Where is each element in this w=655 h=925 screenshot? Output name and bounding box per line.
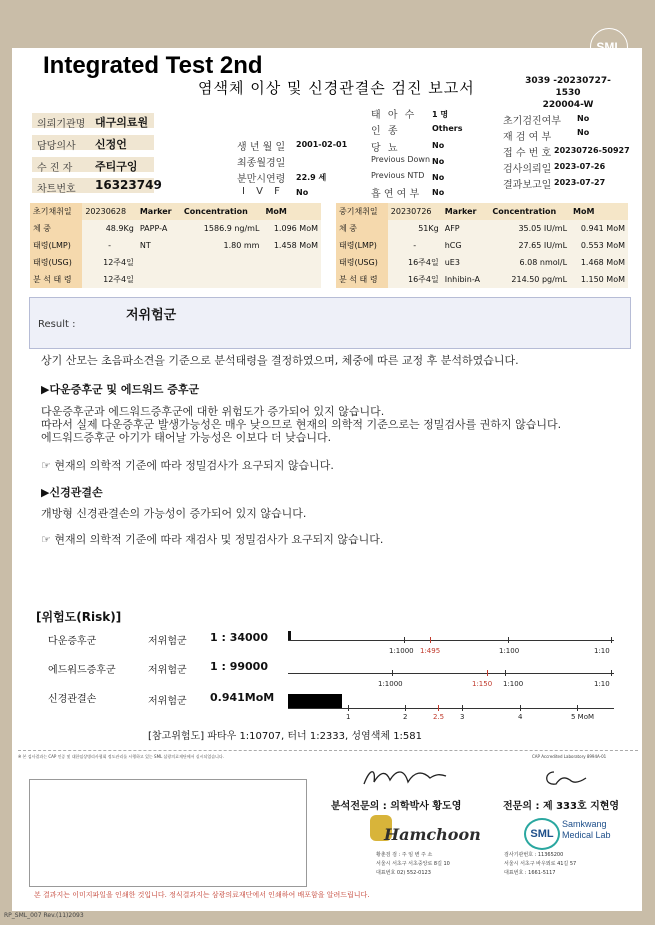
result-box	[29, 297, 631, 349]
row-mom: 0.941 MoM	[570, 220, 628, 237]
row-mom	[262, 254, 321, 271]
edwards-risk-name: 에드워드증후군	[48, 665, 116, 676]
reqdate-label: 검사의뢰일	[503, 164, 552, 175]
row-label: 태령(LMP)	[30, 237, 82, 254]
first-value: No	[577, 114, 590, 123]
down-tick-label: 1:1000	[389, 647, 414, 655]
edwards-tick	[392, 670, 393, 676]
row-marker: PAPP-A	[137, 220, 181, 237]
down-tick	[611, 637, 612, 643]
row-conc: 35.05 IU/mL	[489, 220, 570, 237]
ntd-tick-label: 5 MoM	[571, 713, 595, 721]
risk-heading: [위험도(Risk)]	[36, 610, 122, 624]
print-notice: 본 결과지는 이미지파일을 인쇄한 것입니다. 정식결과지는 삼광의료재단에서 인쇄하여 배포함을 알려드립니다.	[34, 891, 370, 899]
prevdown-value: No	[432, 157, 445, 166]
row-mom: 1.468 MoM	[570, 254, 628, 271]
ntd-tick	[462, 705, 463, 711]
ntd-mom-bar	[288, 694, 342, 708]
race-value: Others	[432, 124, 463, 133]
edwards-scale-axis	[288, 673, 614, 674]
edwards-tick-label: 1:10	[594, 680, 610, 688]
row-marker: uE3	[442, 254, 490, 271]
down-note: ☞ 현재의 의학적 기준에 따라 정밀검사가 요구되지 않습니다.	[41, 459, 334, 472]
ntd-risk-value: 0.941MoM	[210, 691, 275, 704]
down-risk-level: 저위험군	[148, 636, 187, 647]
row-value: -	[388, 237, 442, 254]
row-conc	[181, 254, 263, 271]
table-row	[336, 220, 628, 237]
doctor-value: 신정언	[95, 138, 127, 151]
edwards-tick-cutoff	[487, 670, 488, 676]
reqdate-value: 2023-07-26	[554, 162, 606, 171]
ntd-tick	[577, 705, 578, 711]
table-row	[336, 271, 628, 288]
ivf-value: No	[296, 188, 309, 197]
specialist-signature-icon	[540, 766, 590, 790]
receipt-value: 20230726-50927	[554, 146, 630, 155]
row-mom: 1.096 MoM	[262, 220, 321, 237]
first-label: 초기검진여부	[503, 116, 561, 127]
row-mom: 1.150 MoM	[570, 271, 628, 288]
first-marker-header: Marker	[137, 203, 181, 220]
reportdate-value: 2023-07-27	[554, 178, 606, 187]
row-mom: 1.458 MoM	[262, 237, 321, 254]
prevntd-label: Previous NTD	[371, 171, 425, 180]
row-label: 분 석 태 령	[336, 271, 388, 288]
age-value: 22.9 세	[296, 173, 327, 182]
row-label: 분 석 태 령	[30, 271, 82, 288]
result-label: Result :	[38, 319, 76, 330]
row-value: 12주4일	[82, 254, 137, 271]
row-marker: AFP	[442, 220, 490, 237]
footer-divider	[18, 750, 638, 752]
row-value: 48.9Kg	[82, 220, 137, 237]
patient-value: 주티구잉	[95, 160, 138, 173]
second-conc-header: Concentration	[489, 203, 570, 220]
retest-label: 재 검 여 부	[503, 132, 552, 143]
result-value: 저위험군	[126, 308, 177, 323]
fetus-value: 1 명	[432, 110, 449, 119]
smoke-value: No	[432, 188, 445, 197]
first-trimester-table	[30, 203, 321, 288]
table-row	[30, 254, 321, 271]
chart-value: 16323749	[95, 178, 162, 192]
edwards-tick	[611, 670, 612, 676]
second-marker-header: Marker	[442, 203, 490, 220]
down-tick-cutoff	[430, 637, 431, 643]
ntd-tick-cutoff	[438, 705, 439, 711]
first-date: 20230628	[82, 203, 137, 220]
row-marker: Inhibin-A	[442, 271, 490, 288]
dob-value: 2001-02-01	[296, 140, 348, 149]
reference-risk: [참고위험도] 파타우 1:10707, 터너 1:2333, 성염색체 1:581	[148, 731, 423, 742]
down-risk-value: 1 : 34000	[210, 631, 268, 644]
ntd-tick	[405, 705, 406, 711]
row-label: 태령(LMP)	[336, 237, 388, 254]
row-marker	[137, 271, 181, 288]
fetus-label: 태 아 수	[371, 110, 417, 121]
row-conc: 214.50 pg/mL	[489, 271, 570, 288]
edwards-risk-value: 1 : 99000	[210, 660, 268, 673]
age-label: 분만시연령	[237, 174, 286, 185]
down-scale-axis	[288, 640, 614, 641]
edwards-tick-label: 1:1000	[378, 680, 403, 688]
row-mom	[262, 271, 321, 288]
first-mom-header: MoM	[262, 203, 321, 220]
down-tick-label: 1:100	[499, 647, 520, 655]
ivf-label: I V F	[242, 186, 284, 197]
receipt-label: 접 수 번 호	[503, 148, 552, 159]
specialist-label: 전문의 : 제 333호 지현영	[503, 801, 620, 812]
report-title: Integrated Test 2nd	[43, 52, 263, 79]
edwards-tick-label: 1:100	[503, 680, 524, 688]
row-marker	[137, 254, 181, 271]
ntd-tick-label: 4	[518, 713, 523, 721]
row-marker: NT	[137, 237, 181, 254]
ntd-note: ☞ 현재의 의학적 기준에 따라 재검사 및 정밀검사가 요구되지 않습니다.	[41, 533, 384, 546]
row-value: 16주4일	[388, 254, 442, 271]
row-conc	[181, 271, 263, 288]
edwards-tick-label-cutoff: 1:150	[472, 680, 493, 688]
row-value: 12주4일	[82, 271, 137, 288]
registration-number: 3039 -20230727-1530 220004-W	[525, 76, 611, 110]
table-row	[30, 271, 321, 288]
ntd-line-1: 개방형 신경관결손의 가능성이 증가되어 있지 않습니다.	[41, 507, 307, 520]
down-section-heading: ▶다운증후군 및 에드워드 증후군	[41, 383, 200, 396]
comment-box	[29, 779, 307, 887]
analyst-label: 분석전문의 : 의학박사 황도영	[331, 801, 462, 812]
row-value: -	[82, 237, 137, 254]
row-marker: hCG	[442, 237, 490, 254]
first-conc-header: Concentration	[181, 203, 263, 220]
ntd-tick-label-cutoff: 2.5	[433, 713, 445, 721]
ntd-tick-label: 2	[403, 713, 408, 721]
second-trimester-table	[336, 203, 628, 288]
row-value: 16주4일	[388, 271, 442, 288]
down-line-1: 다운증후군과 에드워드증후군에 대한 위험도가 증가되어 있지 않습니다.	[41, 405, 385, 418]
prevdown-label: Previous Down	[371, 155, 431, 164]
down-tick	[508, 637, 509, 643]
reportdate-label: 결과보고일	[503, 180, 552, 191]
second-date: 20230726	[388, 203, 442, 220]
down-tick-label: 1:10	[594, 647, 610, 655]
ntd-tick	[520, 705, 521, 711]
ntd-tick	[348, 705, 349, 711]
form-code: RP_SML_007 Rev.(11)2093	[4, 912, 84, 919]
analyst-signature-icon	[360, 764, 450, 792]
ntd-scale-axis	[288, 708, 614, 709]
row-label: 태령(USG)	[336, 254, 388, 271]
ntd-risk-name: 신경관결손	[48, 694, 97, 705]
second-trimester-header-row	[336, 203, 628, 220]
table-row	[30, 237, 321, 254]
row-value: 51Kg	[388, 220, 442, 237]
down-tick-label-cutoff: 1:495	[420, 647, 441, 655]
down-line-2: 따라서 실제 다운증후군 발생가능성은 매우 낮으므로 현재의 의학적 기준으로는 정밀검사를 권하지 않습니다.	[41, 418, 562, 431]
table-row	[336, 237, 628, 254]
first-date-label: 초기채취일	[30, 203, 82, 220]
doctor-label: 담당의사	[37, 141, 76, 152]
chart-label: 차트번호	[37, 184, 76, 195]
row-label: 체 중	[30, 220, 82, 237]
smoke-label: 흡 연 여 부	[371, 189, 420, 200]
institution-label: 의뢰기관명	[37, 119, 86, 130]
dob-label: 생 년 월 일	[237, 142, 286, 153]
row-conc: 6.08 nmol/L	[489, 254, 570, 271]
dm-label: 당 뇨	[371, 143, 400, 154]
row-conc: 1586.9 ng/mL	[181, 220, 263, 237]
ntd-section-heading: ▶신경관결손	[41, 486, 103, 499]
race-label: 인 종	[371, 126, 400, 137]
report-korean-title: 염색체 이상 및 신경관결손 검진 보고서	[198, 79, 475, 97]
prevntd-value: No	[432, 173, 445, 182]
sml-lab-logo-icon: SML	[524, 818, 560, 850]
row-label: 체 중	[336, 220, 388, 237]
down-tick	[404, 637, 405, 643]
down-line-3: 에드워드증후군 아기가 태어날 가능성은 이보다 더 낮습니다.	[41, 431, 332, 444]
ntd-tick-label: 3	[460, 713, 465, 721]
row-conc: 1.80 mm	[181, 237, 263, 254]
hamchoon-info: 황춘검 검 : 주 임 변 주 소 서울시 서초구 서초중앙로 8길 10 대표번호 02) 552-0123	[376, 852, 450, 876]
patient-label: 수 진 자	[37, 163, 73, 174]
first-trimester-header-row	[30, 203, 321, 220]
table-row	[30, 220, 321, 237]
retest-value: No	[577, 128, 590, 137]
cap-note: ※ 본 검사결과는 CAP 인증 및 대한임상병리사협회 정도관리를 시행하고 있는 SML 삼광의료재단에서 실시되었습니다.	[18, 754, 225, 759]
row-label: 태령(USG)	[30, 254, 82, 271]
dm-value: No	[432, 141, 445, 150]
edwards-tick	[505, 670, 506, 676]
table-row	[336, 254, 628, 271]
hamchoon-logo-text: Hamchoon	[384, 825, 481, 844]
lmp-label: 최종월경일	[237, 158, 286, 169]
second-date-label: 중기채취일	[336, 203, 388, 220]
sml-lab-name: Samkwang Medical Lab	[562, 819, 611, 840]
ntd-tick-label: 1	[346, 713, 351, 721]
edwards-risk-level: 저위험군	[148, 665, 187, 676]
down-risk-name: 다운증후군	[48, 636, 97, 647]
ntd-risk-level: 저위험군	[148, 696, 187, 707]
intro-text: 상기 산모는 초음파소견을 기준으로 분석태령을 결정하였으며, 체중에 따른 교정 후 분석하였습니다.	[41, 354, 519, 367]
sml-lab-info: 검사기관번호 : 11365200 서울시 서초구 바우뫼로 41길 57 대표번호 : 1661-5117	[504, 852, 577, 876]
row-mom: 0.553 MoM	[570, 237, 628, 254]
cap-accreditation: CAP Accredited Laboratory 8994A-01	[532, 754, 607, 759]
row-conc: 27.65 IU/mL	[489, 237, 570, 254]
institution-value: 대구의료원	[95, 116, 149, 129]
sml-logo: SML	[590, 28, 628, 66]
second-mom-header: MoM	[570, 203, 628, 220]
